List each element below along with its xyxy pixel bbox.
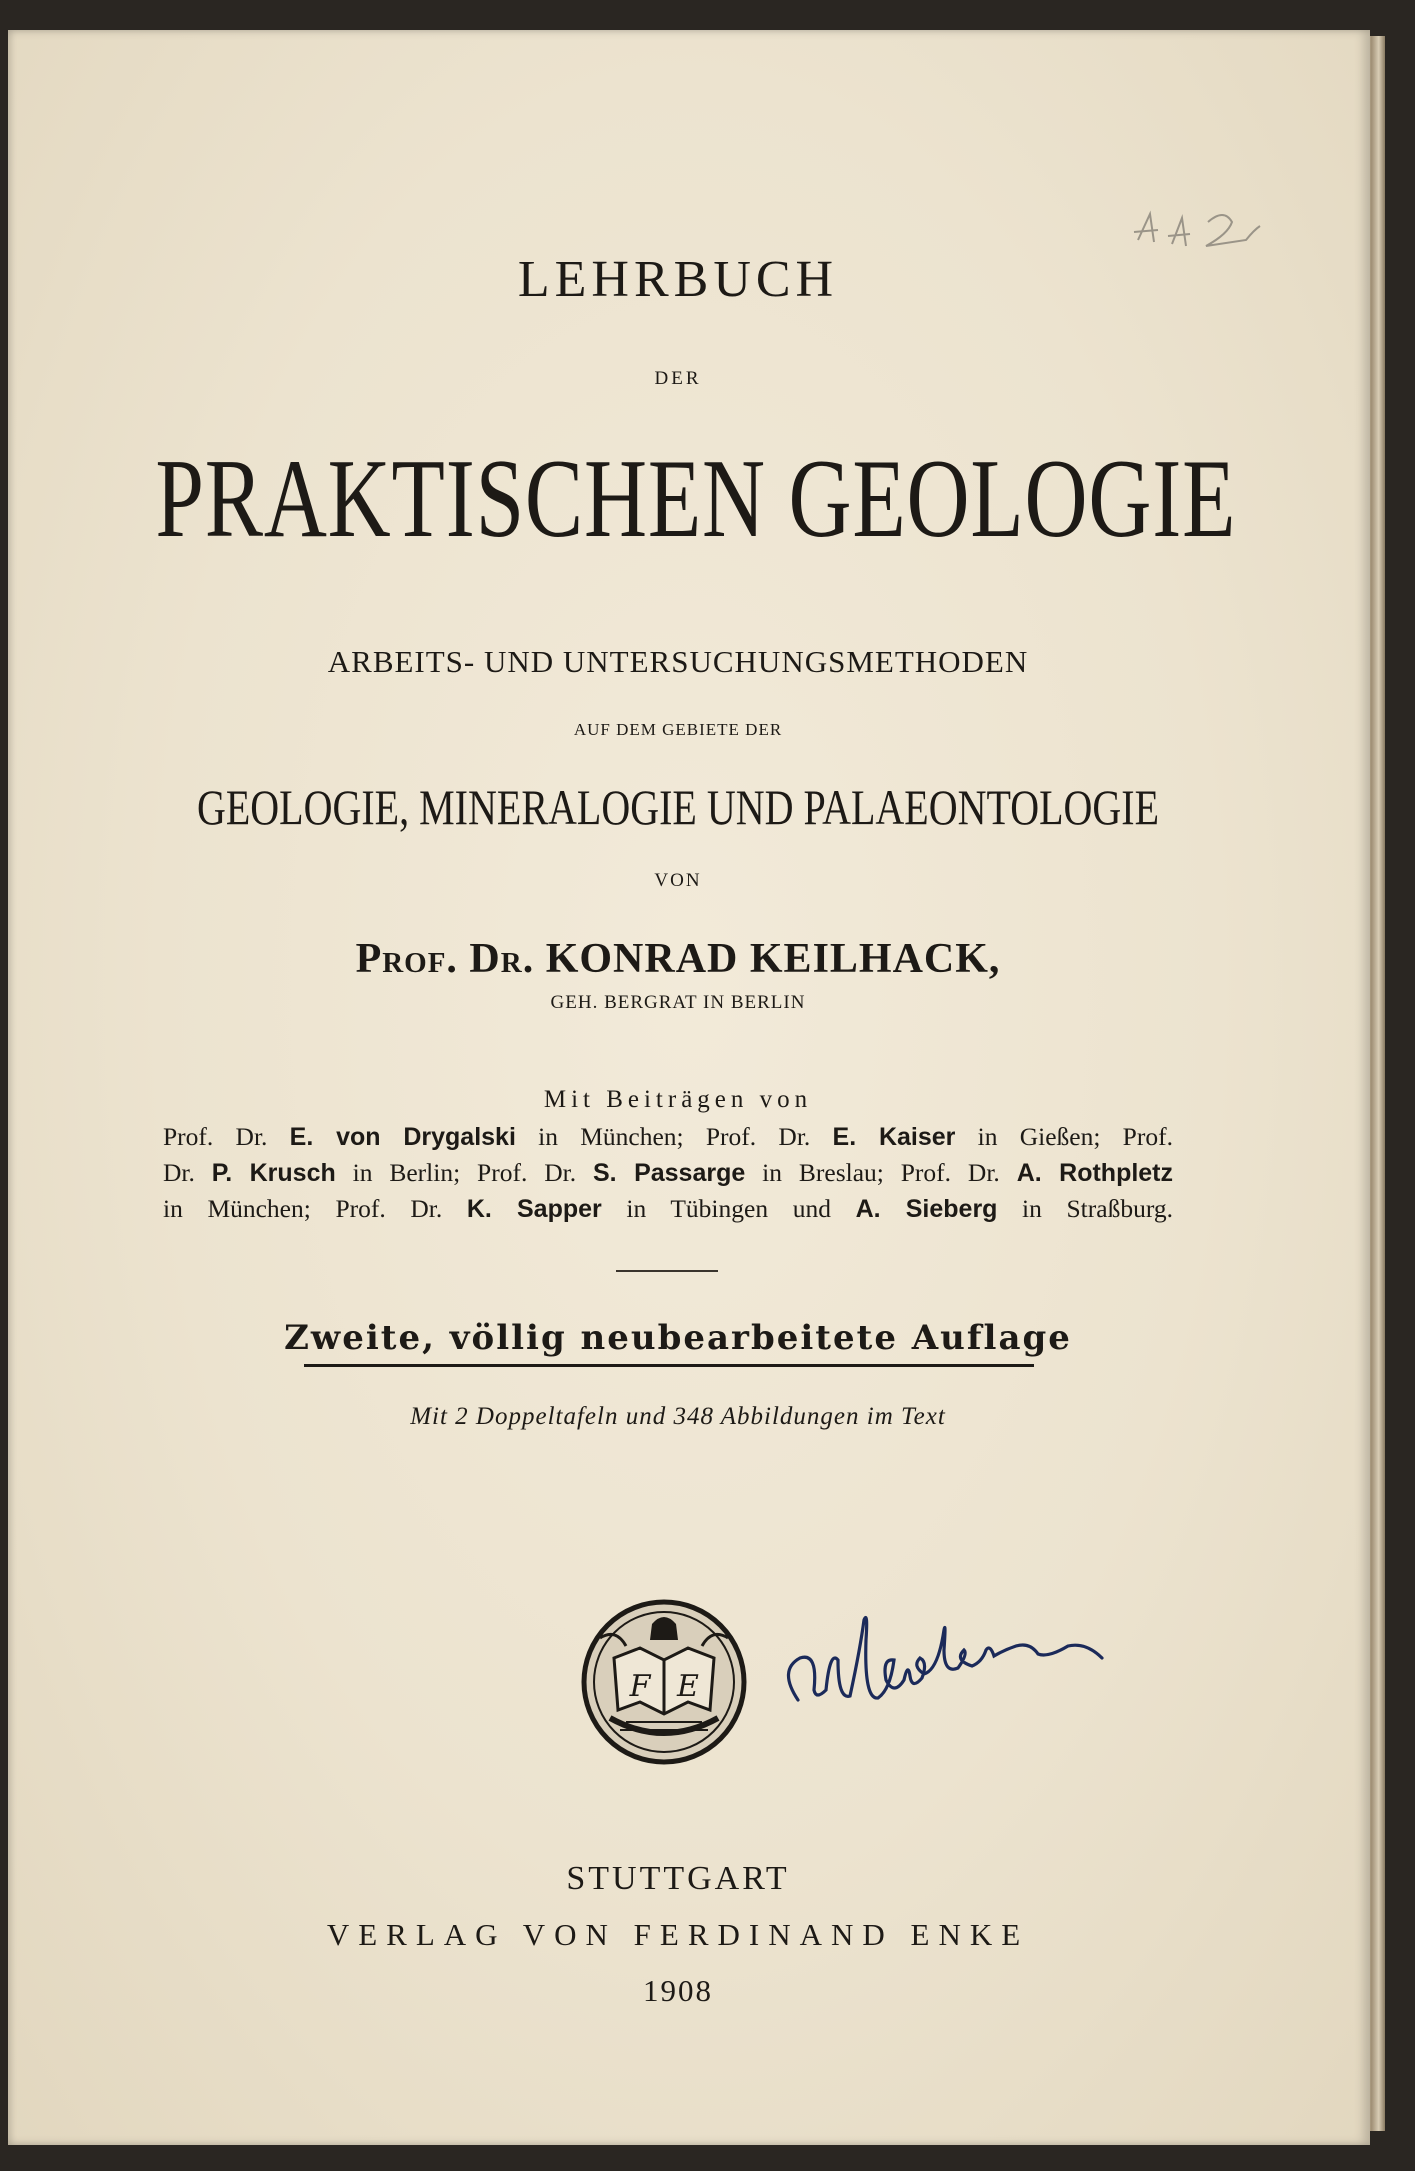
contributor-name: A. Sieberg bbox=[855, 1195, 998, 1223]
emblem-letter-e: E bbox=[677, 1669, 699, 1704]
subtitle-fields: GEOLOGIE, MINERALOGIE UND PALAEONTOLOGIE bbox=[196, 779, 1160, 835]
contributor-text: Prof. Dr. bbox=[163, 1122, 290, 1151]
author-name: KONRAD KEILHACK, bbox=[545, 936, 1001, 982]
publisher-emblem-icon bbox=[580, 1598, 748, 1766]
author-rank: GEH. BERGRAT IN BERLIN bbox=[550, 992, 806, 1013]
contributor-text: in Straßburg. bbox=[997, 1194, 1173, 1223]
edition-underline bbox=[304, 1364, 1034, 1367]
imprint-publisher: VERLAG VON FERDINAND ENKE bbox=[326, 1917, 1030, 1952]
subtitle-methods: ARBEITS- UND UNTERSUCHUNGSMETHODEN bbox=[327, 644, 1029, 679]
contributor-text: in Breslau; Prof. Dr. bbox=[745, 1158, 1017, 1187]
contributor-name: A. Rothpletz bbox=[1016, 1159, 1174, 1187]
contributors-line bbox=[163, 1119, 1173, 1155]
author-by: VON bbox=[654, 870, 702, 891]
main-title: PRAKTISCHEN GEOLOGIE bbox=[155, 437, 1237, 561]
contributors-line bbox=[163, 1191, 1173, 1227]
edition-plates: Mit 2 Doppeltafeln und 348 Abbildungen im Text bbox=[410, 1403, 946, 1430]
divider bbox=[616, 1270, 718, 1272]
imprint-year: 1908 bbox=[643, 1973, 713, 2008]
contributor-name: K. Sapper bbox=[466, 1195, 602, 1223]
author-prefix: Prof. Dr. bbox=[355, 936, 535, 982]
handwritten-signature bbox=[768, 1550, 1168, 1750]
contributor-text: in München; Prof. Dr. bbox=[515, 1122, 833, 1151]
subtitle-area: AUF DEM GEBIETE DER bbox=[573, 720, 783, 739]
contributors-line bbox=[163, 1155, 1173, 1191]
edition-label: Zweite, völlig neubearbeitete Auflage bbox=[284, 1318, 1072, 1358]
contributor-text: in Berlin; Prof. Dr. bbox=[335, 1158, 593, 1187]
contributor-text: in Tübingen und bbox=[601, 1194, 856, 1223]
title-connector: DER bbox=[654, 368, 702, 389]
imprint-city: STUTTGART bbox=[566, 1860, 790, 1897]
contributor-text: in Gießen; Prof. bbox=[955, 1122, 1173, 1151]
contributor-name: P. Krusch bbox=[211, 1159, 336, 1187]
contributors-intro: Mit Beiträgen von bbox=[543, 1086, 813, 1113]
contributor-name: S. Passarge bbox=[593, 1159, 746, 1187]
contributor-name: E. Kaiser bbox=[832, 1123, 956, 1151]
contributor-text: in München; Prof. Dr. bbox=[163, 1194, 467, 1223]
emblem-letter-f: F bbox=[629, 1669, 651, 1704]
contributor-text: Dr. bbox=[163, 1158, 212, 1187]
contributor-name: E. von Drygalski bbox=[289, 1123, 516, 1151]
title-page bbox=[8, 30, 1370, 2145]
book-title: LEHRBUCH bbox=[517, 251, 839, 308]
author-line bbox=[8, 935, 1348, 983]
